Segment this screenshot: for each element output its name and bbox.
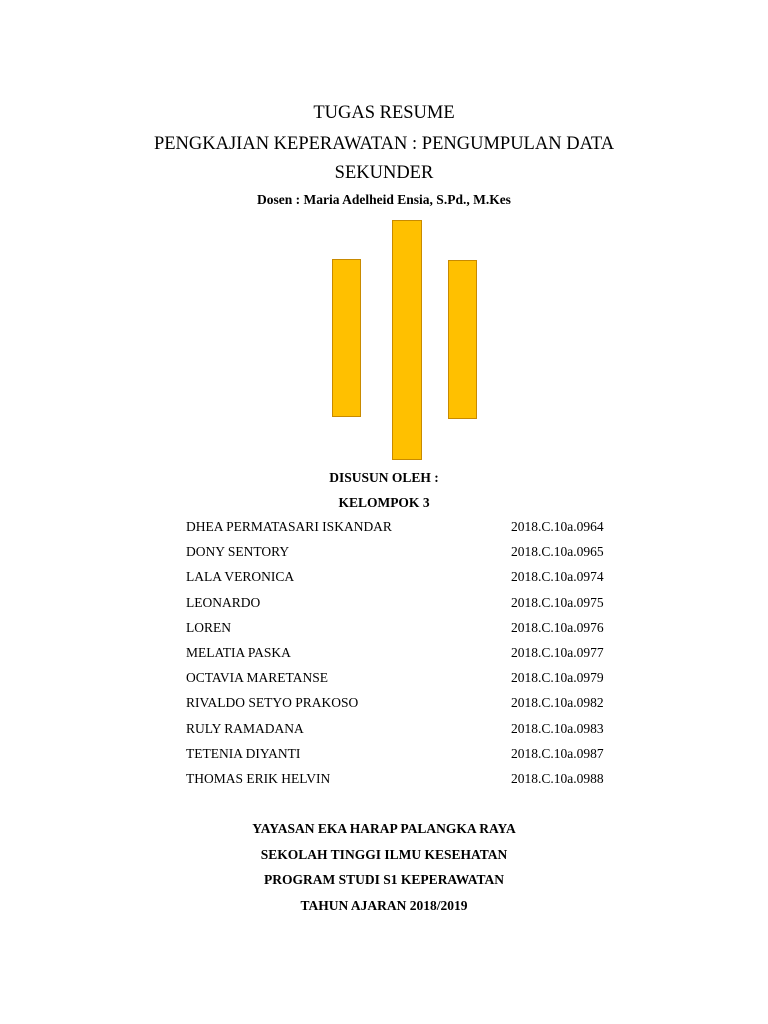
member-nim: 2018.C.10a.0975 bbox=[511, 594, 604, 610]
member-row bbox=[186, 745, 626, 770]
document-title-line-2: PENGKAJIAN KEPERAWATAN : PENGUMPULAN DATA bbox=[153, 134, 615, 154]
member-nim: 2018.C.10a.0982 bbox=[511, 695, 604, 711]
member-nim: 2018.C.10a.0988 bbox=[511, 770, 604, 786]
member-row bbox=[186, 518, 626, 543]
member-name: LEONARDO bbox=[186, 594, 261, 610]
member-nim: 2018.C.10a.0965 bbox=[511, 544, 604, 560]
member-row bbox=[186, 568, 626, 593]
foundation-name: YAYASAN EKA HARAP PALANGKA RAYA bbox=[252, 821, 516, 836]
member-nim: 2018.C.10a.0964 bbox=[511, 519, 604, 534]
prepared-by-label: DISUSUN OLEH : bbox=[329, 470, 439, 485]
member-row bbox=[186, 669, 626, 694]
document-title-line-1: TUGAS RESUME bbox=[313, 103, 455, 123]
member-row bbox=[186, 619, 626, 644]
member-nim: 2018.C.10a.0977 bbox=[511, 644, 604, 660]
program-name: PROGRAM STUDI S1 KEPERAWATAN bbox=[264, 872, 504, 887]
member-row bbox=[186, 720, 626, 745]
member-row bbox=[186, 594, 626, 619]
logo-bar-center bbox=[392, 220, 422, 460]
member-name: LOREN bbox=[186, 619, 231, 635]
member-nim: 2018.C.10a.0976 bbox=[511, 619, 604, 635]
academic-year: TAHUN AJARAN 2018/2019 bbox=[300, 898, 468, 913]
member-row bbox=[186, 543, 626, 568]
lecturer-name: Dosen : Maria Adelheid Ensia, S.Pd., M.Kes bbox=[257, 192, 511, 207]
member-name: THOMAS ERIK HELVIN bbox=[186, 770, 331, 786]
member-name: DONY SENTORY bbox=[186, 544, 290, 560]
member-list bbox=[186, 518, 626, 795]
member-name: RULY RAMADANA bbox=[186, 720, 304, 736]
member-name: TETENIA DIYANTI bbox=[186, 745, 301, 761]
member-name: LALA VERONICA bbox=[186, 569, 295, 585]
member-nim: 2018.C.10a.0987 bbox=[511, 745, 604, 761]
member-row bbox=[186, 644, 626, 669]
group-label: KELOMPOK 3 bbox=[338, 495, 430, 510]
member-nim: 2018.C.10a.0983 bbox=[511, 720, 604, 736]
member-name: DHEA PERMATASARI ISKANDAR bbox=[186, 519, 392, 534]
member-name: RIVALDO SETYO PRAKOSO bbox=[186, 695, 359, 711]
document-title-line-3: SEKUNDER bbox=[334, 163, 434, 183]
logo-bar-right bbox=[448, 260, 477, 419]
member-name: MELATIA PASKA bbox=[186, 644, 291, 660]
member-name: OCTAVIA MARETANSE bbox=[186, 670, 328, 686]
member-row bbox=[186, 770, 626, 795]
school-name: SEKOLAH TINGGI ILMU KESEHATAN bbox=[260, 847, 508, 862]
member-nim: 2018.C.10a.0974 bbox=[511, 569, 604, 585]
member-row bbox=[186, 694, 626, 719]
logo-bar-left bbox=[332, 259, 361, 417]
member-nim: 2018.C.10a.0979 bbox=[511, 670, 604, 686]
